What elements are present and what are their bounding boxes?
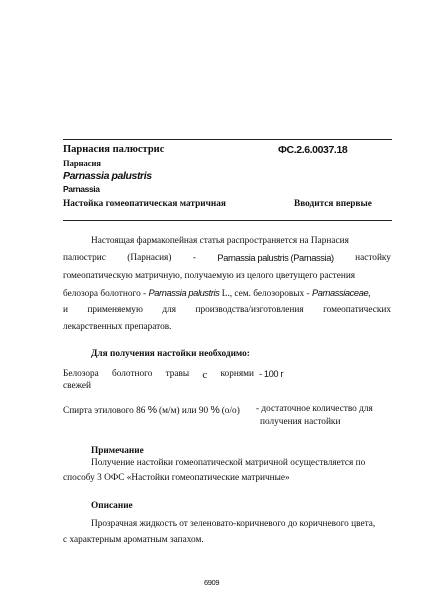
ingredient-2-line-1: Спирта этилового 86 % (м/м) или 90 % (о/о) [63,404,240,416]
intro-line-5 [63,305,391,315]
subtitle-lat: Parnassia [63,184,100,194]
status-label: Вводится впервые [294,199,372,209]
top-rule [63,139,392,140]
intro-word: (Парнасия) [127,253,172,263]
intro-word: - [192,253,196,263]
latin-name: Parnassia palustris (Parnassia) [217,253,334,263]
ingredient-1-line-1: Белозора болотного травы с корнями [63,369,254,381]
document-code: ФС.2.6.0037.18 [278,144,348,156]
recipe-heading: Для получения настойки необходимо: [91,349,250,359]
intro-line-6: лекарственных препаратов. [63,322,172,332]
latin-family: Parnassiaceae [311,288,369,298]
intro-word: и [63,305,68,315]
ingredient-2-line-2: получения настойки [260,417,341,427]
title-ru: Парнасия палюстрис [63,144,165,155]
intro-word: настойку [355,253,391,263]
intro-word: палюстрис [63,253,106,263]
ingredient-2-quantity: - достаточное количество для [256,404,373,414]
description-line-1: Прозрачная жидкость от зеленовато-коричневого до коричневого цвета, [91,519,376,529]
ingredient-1-line-2: свежей [63,381,91,391]
title-lat: Parnassia palustris [63,170,152,182]
product-type: Настойка гомеопатическая матричная [63,199,226,209]
intro-line-3: гомеопатическую матричную, получаемую из целого цветущего растения [63,271,356,281]
intro-line-2 [63,253,391,263]
ingredient-1-quantity: - 100 г [259,369,284,379]
description-line-2: с характерным ароматным запахом. [63,535,204,545]
subtitle-ru: Парнасия [63,158,102,168]
note-line-1: Получение настойки гомеопатической матричной осуществляется по [91,458,366,468]
bottom-rule [63,220,392,221]
intro-word: производства/изготовления [195,305,304,315]
intro-word: для [162,305,177,315]
intro-line-1: Настоящая фармакопейная статья распространяется на Парнасия [91,236,349,246]
intro-word: применяемую [87,305,143,315]
intro-word: гомеопатических [323,305,391,315]
intro-line-4: белозора болотного - Parnassia palustris L., сем. белозоровых - Parnassiaceae, [63,288,371,299]
note-line-2: способу 3 ОФС «Настойки гомеопатические матричные» [63,473,290,483]
note-heading: Примечание [91,446,144,456]
latin-species: Parnassia palustris [148,288,220,298]
description-heading: Описание [91,501,133,511]
page-number: 6909 [204,578,220,587]
